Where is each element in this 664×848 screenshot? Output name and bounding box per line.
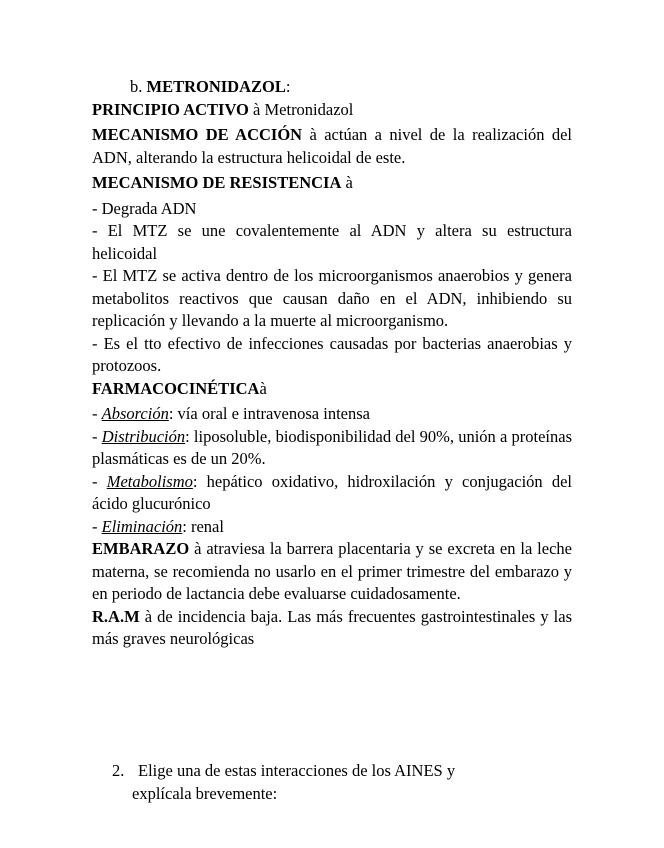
term: Distribución	[101, 426, 186, 446]
question-text: Elige una de estas interacciones de los AINES y	[138, 761, 456, 780]
list-item: - Distribución: liposoluble, biodisponibilidad del 90%, unión a proteínas plasmáticas es de un 20%.	[92, 426, 572, 468]
question-number: 2.	[112, 761, 125, 780]
ram-paragraph	[92, 606, 572, 651]
term: Metabolismo	[106, 471, 193, 491]
ram-label: R.A.M	[92, 606, 140, 626]
arrow: à	[139, 606, 158, 626]
embarazo-text: atraviesa la barrera placentaria y se excreta en la leche materna, se recomienda no usarlo en el primer trimestre del embarazo y en periodo de lactancia debe evaluarse cuidadosamente.	[92, 539, 572, 603]
resistencia-heading	[92, 172, 572, 195]
arrow: à	[341, 173, 353, 192]
question-line	[112, 760, 572, 783]
list-item: - Es el tto efectivo de infecciones causadas por bacterias anaerobias y protozoos.	[92, 333, 572, 375]
question-item	[112, 760, 572, 805]
title-name: METRONIDAZOL	[146, 77, 286, 96]
document-body	[92, 76, 572, 651]
term: Eliminación	[101, 516, 183, 536]
list-item: - Metabolismo: hepático oxidativo, hidroxilación y conjugación del ácido glucurónico	[92, 471, 573, 513]
arrow: à	[302, 125, 325, 144]
arrow: à	[248, 99, 265, 119]
list-item: - Eliminación: renal	[92, 516, 224, 536]
arrow: à	[259, 378, 267, 398]
arrow: à	[189, 539, 207, 558]
title-prefix: b.	[130, 77, 147, 96]
mecanismo-accion	[92, 124, 572, 169]
title-suffix: :	[285, 77, 291, 96]
resistencia-label: MECANISMO DE RESISTENCIA	[92, 173, 342, 192]
section-title	[92, 76, 572, 99]
list-item: - El MTZ se activa dentro de los microorganismos anaerobios y genera metabolitos reactivos que causan daño en el ADN, inhibiendo su replicación y llevando a la muerte al microorganismo.	[92, 266, 572, 330]
embarazo-paragraph	[92, 538, 572, 606]
ram-text: de incidencia baja. Las más frecuentes gastrointestinales y las más graves neurológicas	[92, 606, 572, 648]
mecanismo-label: MECANISMO DE ACCIÓN	[92, 125, 303, 144]
list-item: - El MTZ se une covalentemente al ADN y altera su estructura helicoidal	[92, 221, 572, 263]
term: Absorción	[101, 404, 169, 423]
farmacocinetica-heading	[92, 378, 572, 401]
question-text-continued: explícala brevemente:	[132, 783, 278, 803]
list-item: - Absorción: vía oral e intravenosa intensa	[92, 404, 370, 423]
farmaco-label: FARMACOCINÉTICA	[92, 378, 260, 398]
mecanismo-text: actúan a nivel de la realización del ADN, alterando la estructura helicoidal de este.	[92, 125, 573, 167]
list-item: - Degrada ADN	[92, 198, 197, 218]
principio-label: PRINCIPIO ACTIVO	[92, 99, 249, 119]
embarazo-label: EMBARAZO	[92, 539, 190, 558]
principio-text: Metronidazol	[264, 99, 354, 119]
principio-activo	[92, 99, 572, 122]
